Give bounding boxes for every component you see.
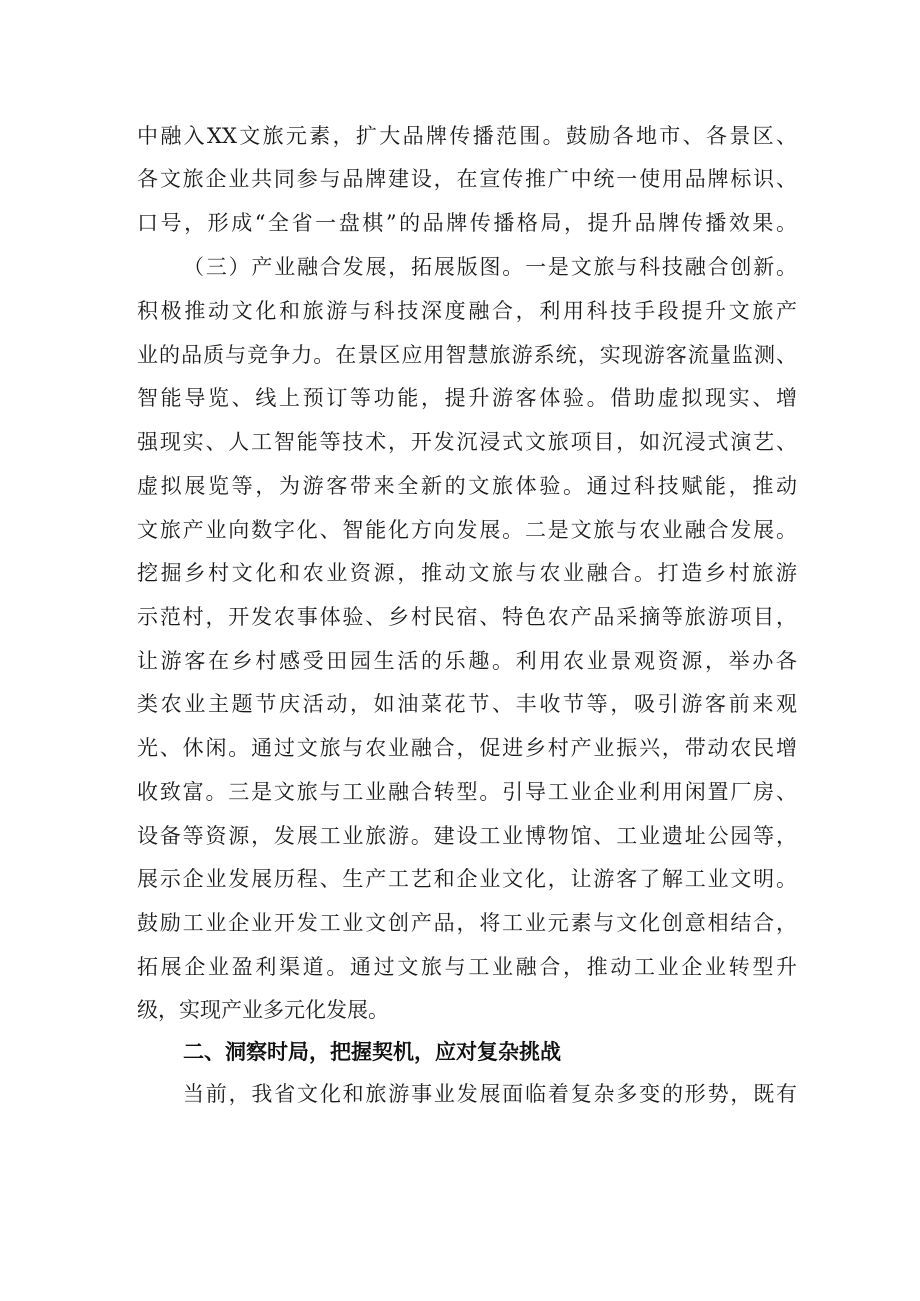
paragraph-line: 收致富。三是文旅与工业融合转型。引导工业企业利用闲置厂房、 xyxy=(137,780,797,804)
paragraph-line: 拓展企业盈利渠道。通过文旅与工业融合，推动工业企业转型升 xyxy=(137,955,797,979)
paragraph-line: 展示企业发展历程、生产工艺和企业文化，让游客了解工业文明。 xyxy=(137,867,797,891)
paragraph-line: 中融入XX文旅元素，扩大品牌传播范围。鼓励各地市、各景区、 xyxy=(137,124,797,148)
paragraph-line: 鼓励工业企业开发工业文创产品，将工业元素与文化创意相结合， xyxy=(137,911,797,935)
paragraph-line: 类农业主题节庆活动，如油菜花节、丰收节等，吸引游客前来观 xyxy=(137,692,797,716)
paragraph-line: 级，实现产业多元化发展。 xyxy=(137,998,389,1022)
paragraph-line: （三）产业融合发展，拓展版图。一是文旅与科技融合创新。 xyxy=(183,255,797,279)
paragraph-line: 文旅产业向数字化、智能化方向发展。二是文旅与农业融合发展。 xyxy=(137,518,797,542)
paragraph-line: 当前，我省文化和旅游事业发展面临着复杂多变的形势，既有 xyxy=(183,1082,797,1106)
paragraph-line: 设备等资源，发展工业旅游。建设工业博物馆、工业遗址公园等， xyxy=(137,824,797,848)
paragraph-line: 口号，形成“全省一盘棋”的品牌传播格局，提升品牌传播效果。 xyxy=(137,211,797,235)
paragraph-line: 让游客在乡村感受田园生活的乐趣。利用农业景观资源，举办各 xyxy=(137,649,797,673)
paragraph-line: 业的品质与竞争力。在景区应用智慧旅游系统，实现游客流量监测、 xyxy=(137,343,797,367)
section-heading: 二、洞察时局，把握契机，应对复杂挑战 xyxy=(183,1040,561,1064)
paragraph-line: 光、休闲。通过文旅与农业融合，促进乡村产业振兴，带动农民增 xyxy=(137,736,797,760)
paragraph-line: 强现实、人工智能等技术，开发沉浸式文旅项目，如沉浸式演艺、 xyxy=(137,430,797,454)
paragraph-line: 积极推动文化和旅游与科技深度融合，利用科技手段提升文旅产 xyxy=(137,299,797,323)
paragraph-line: 挖掘乡村文化和农业资源，推动文旅与农业融合。打造乡村旅游 xyxy=(137,561,797,585)
paragraph-line: 虚拟展览等，为游客带来全新的文旅体验。通过科技赋能，推动 xyxy=(137,474,797,498)
paragraph-line: 示范村，开发农事体验、乡村民宿、特色农产品采摘等旅游项目， xyxy=(137,605,797,629)
paragraph-line: 智能导览、线上预订等功能，提升游客体验。借助虚拟现实、增 xyxy=(137,386,797,410)
paragraph-line: 各文旅企业共同参与品牌建设，在宣传推广中统一使用品牌标识、 xyxy=(137,167,797,191)
